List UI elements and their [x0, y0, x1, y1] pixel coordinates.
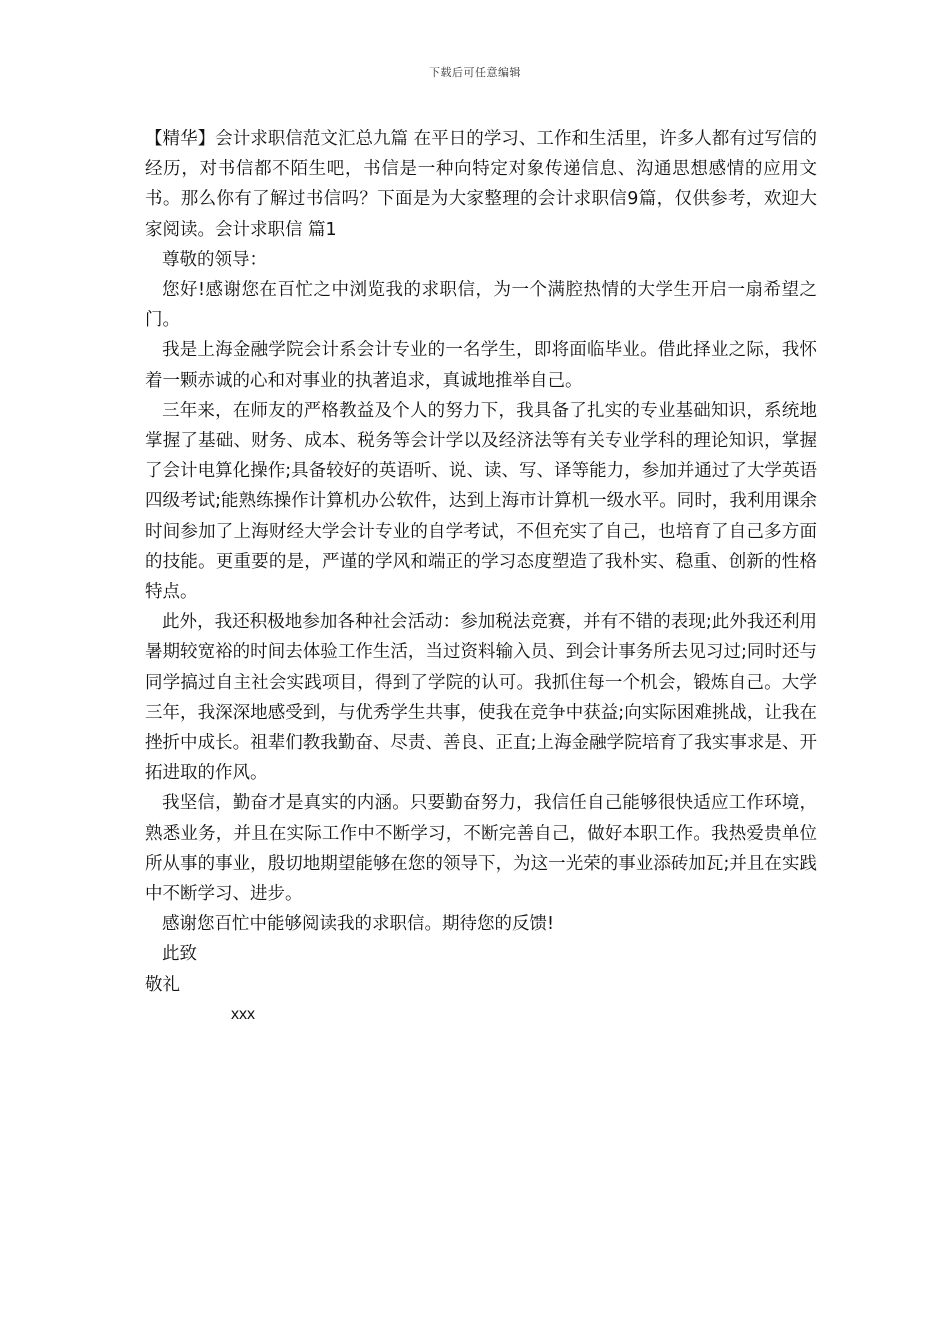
signature: xxx — [231, 1005, 255, 1023]
closing-line-1: 此致 — [162, 944, 197, 965]
paragraph-greeting: 您好!感谢您在百忙之中浏览我的求职信，为一个满腔热情的大学生开启一扇希望之门。 — [145, 280, 817, 331]
intro-paragraph: 【精华】会计求职信范文汇总九篇 在平日的学习、工作和生活里，许多人都有过写信的经历，对书信都不陌生吧，书信是一种向特定对象传递信息、沟通思想感情的应用文书。那么你有了解过书信吗？下面是为大家整理的会计求职信9篇，仅供参考，欢迎大家阅读。会计求职信 篇1 — [145, 129, 817, 240]
paragraph-commitment: 我坚信，勤奋才是真实的内涵。只要勤奋努力，我信任自己能够很快适应工作环境，熟悉业务，并且在实际工作中不断学习，不断完善自己，做好本职工作。我热爱贵单位所从事的事业，殷切地期望能够在您的领导下，为这一光荣的事业添砖加瓦;并且在实践中不断学习、进步。 — [145, 793, 817, 905]
document-body — [145, 124, 817, 1030]
paragraph-introduction: 我是上海金融学院会计系会计专业的一名学生，即将面临毕业。借此择业之际，我怀着一颗赤诚的心和对事业的执著追求，真诚地推举自己。 — [145, 340, 817, 391]
closing-line-2: 敬礼 — [145, 974, 180, 995]
page-header-note: 下载后可任意编辑 — [429, 66, 521, 79]
salutation: 尊敬的领导： — [162, 249, 267, 270]
paragraph-thanks: 感谢您百忙中能够阅读我的求职信。期待您的反馈! — [162, 914, 555, 935]
paragraph-education: 三年来，在师友的严格教益及个人的努力下，我具备了扎实的专业基础知识，系统地掌握了基础、财务、成本、税务等会计学以及经济法等有关专业学科的理论知识，掌握了会计电算化操作;具备较好的英语听、说、读、写、译等能力，参加并通过了大学英语四级考试;能熟练操作计算机办公软件，达到上海市计算机一级水平。同时，我利用课余时间参加了上海财经大学会计专业的自学考试，不但充实了自己，也培育了自己多方面的技能。更重要的是，严谨的学风和端正的学习态度塑造了我朴实、稳重、创新的性格特点。 — [145, 400, 817, 603]
paragraph-activities: 此外，我还积极地参加各种社会活动：参加税法竞赛，并有不错的表现;此外我还利用暑期较宽裕的时间去体验工作生活，当过资料输入员、到会计事务所去见习过;同时还与同学搞过自主社会实践项目，得到了学院的认可。我抓住每一个机会，锻炼自己。大学三年，我深深地感受到，与优秀学生共事，使我在竞争中获益;向实际困难挑战，让我在挫折中成长。祖辈们教我勤奋、尽责、善良、正直;上海金融学院培育了我实事求是、开拓进取的作风。 — [145, 612, 817, 784]
